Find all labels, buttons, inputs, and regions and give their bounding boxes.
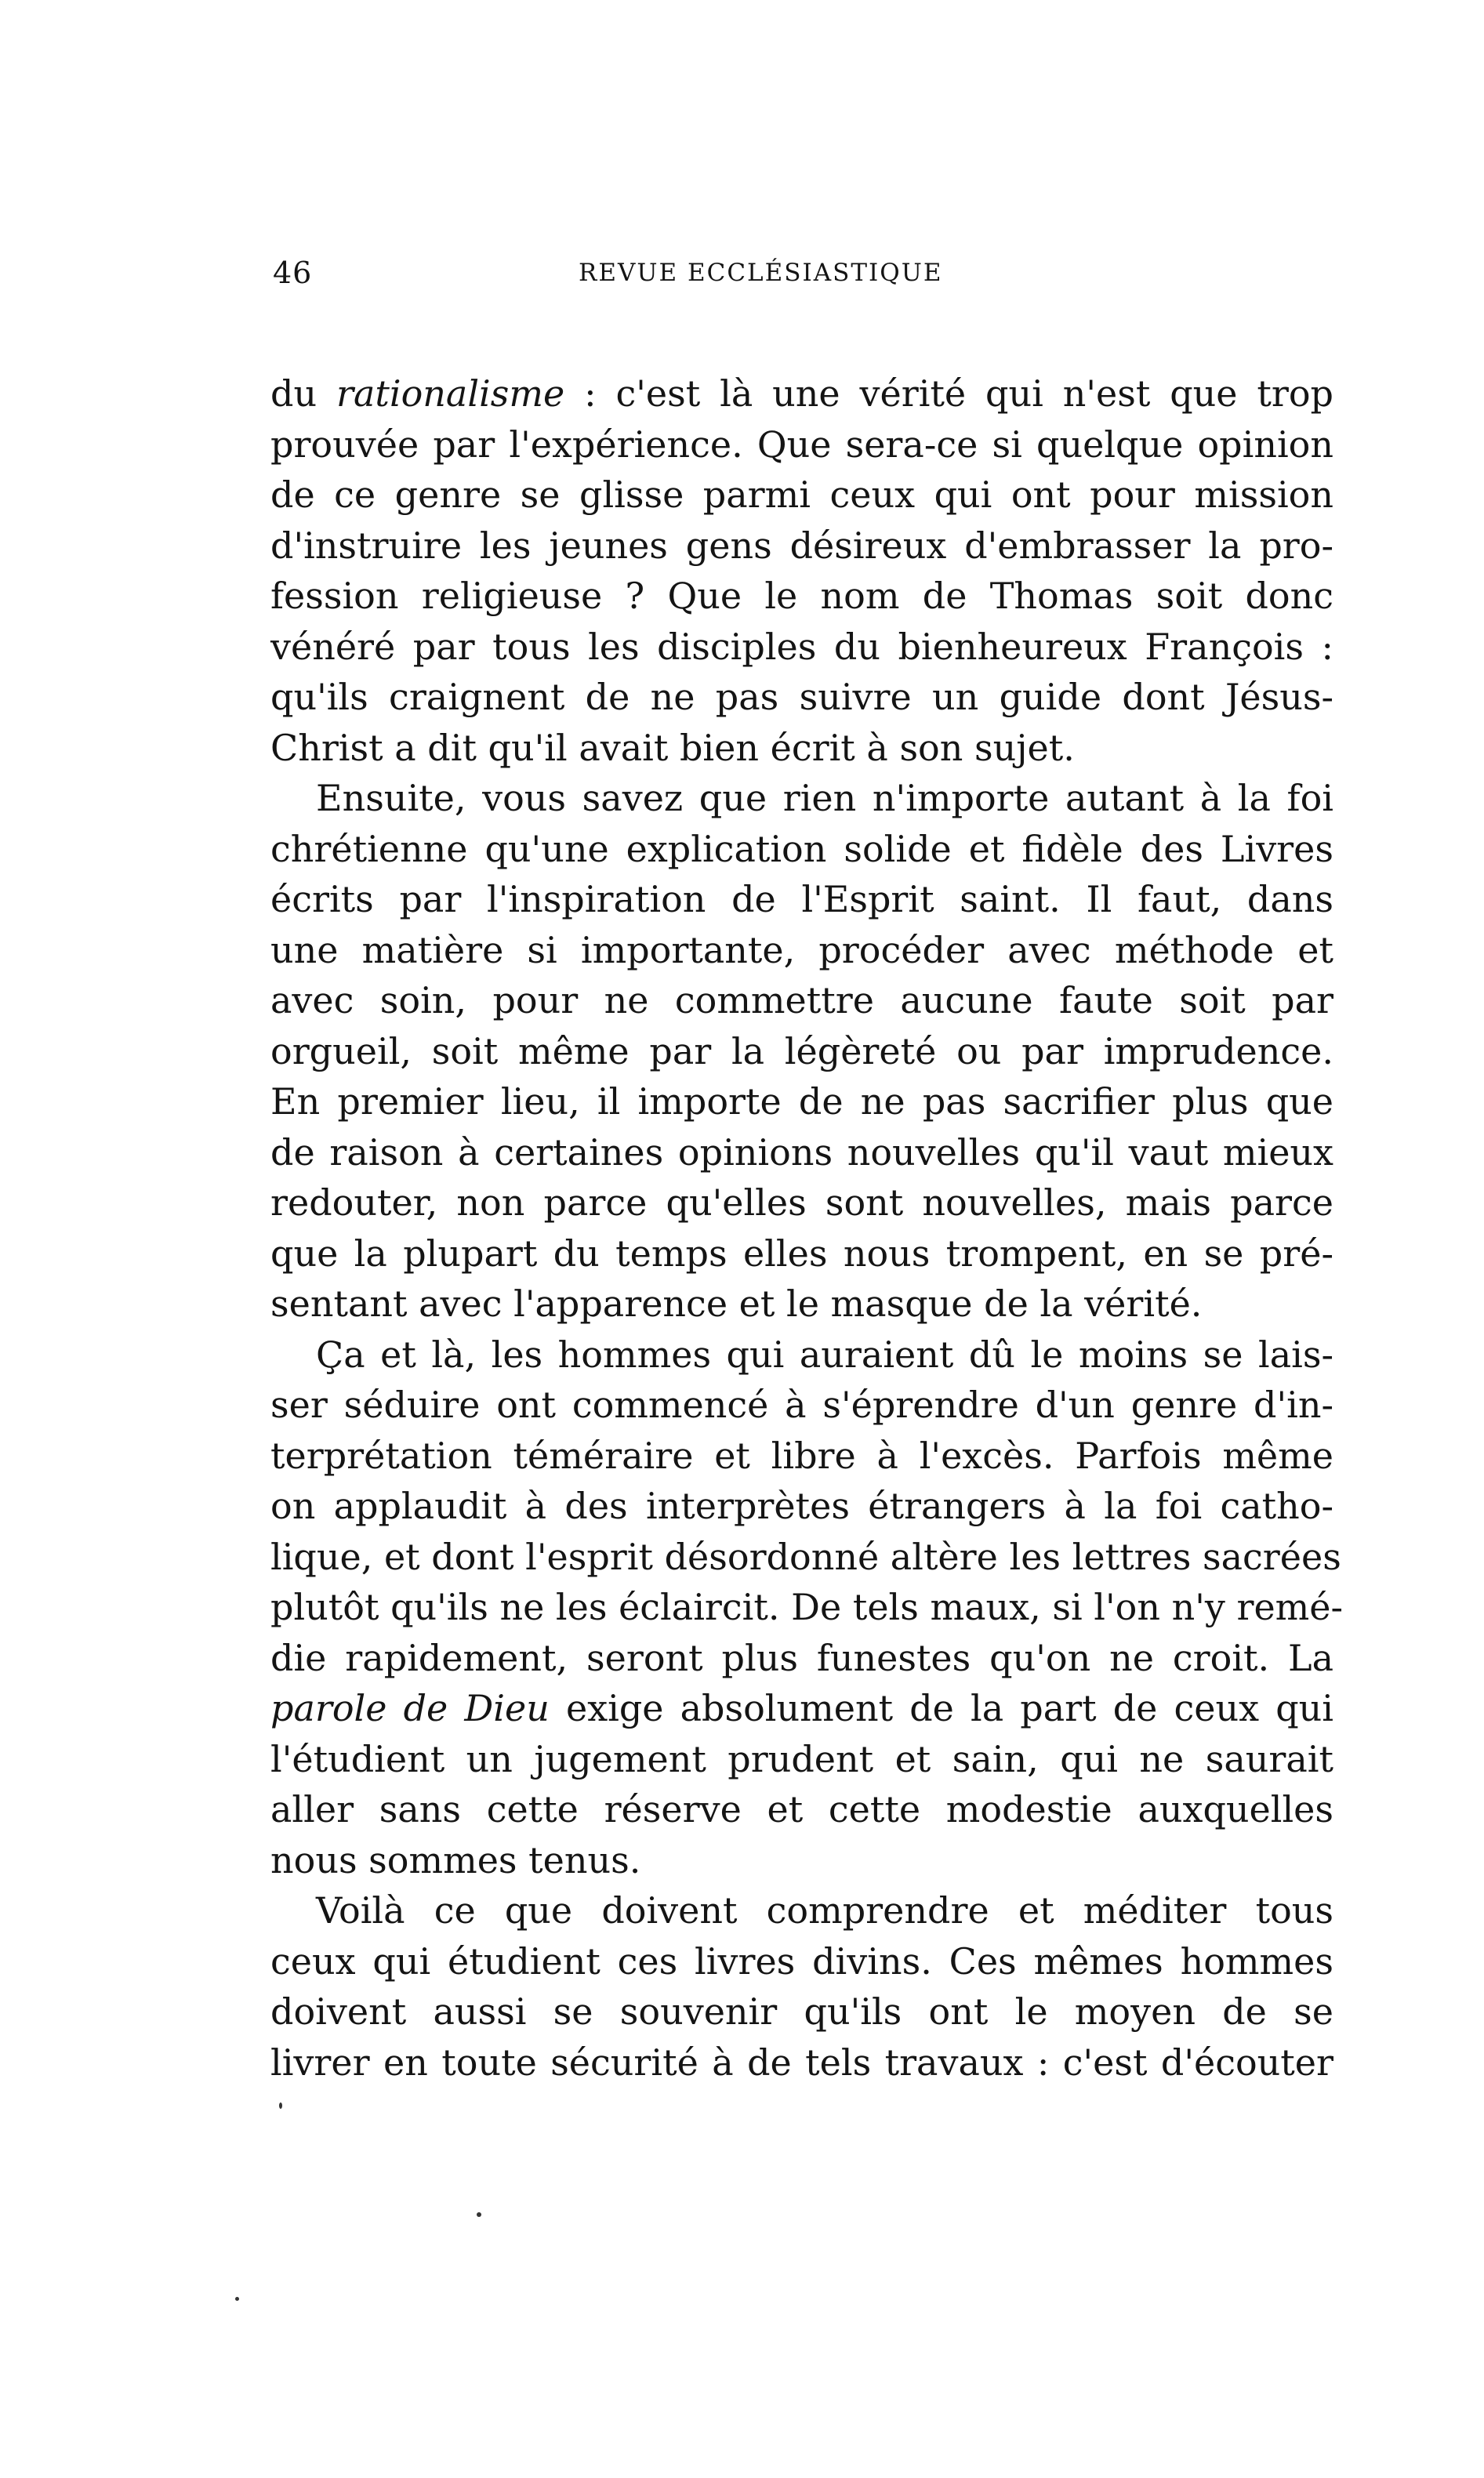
text-line: d'instruire les jeunes gens désireux d'embrasser la pro- — [270, 524, 1333, 567]
italic-term: parole de Dieu — [270, 1687, 550, 1729]
paragraph-4 — [270, 1885, 1333, 2088]
text-line: ser séduire ont commencé à s'éprendre d'un genre d'in- — [270, 1384, 1333, 1426]
text-line: nous sommes tenus. — [270, 1838, 641, 1881]
text-line: plutôt qu'ils ne les éclaircit. De tels maux, si l'on n'y remé- — [270, 1586, 1344, 1628]
text-line: Ça et là, les hommes qui auraient dû le moins se lais- — [316, 1333, 1333, 1376]
print-speck — [235, 2297, 239, 2301]
text-line: l'étudient un jugement prudent et sain, qui ne saurait — [270, 1737, 1333, 1780]
paragraph-1 — [270, 368, 1333, 773]
text-line: Voilà ce que doivent comprendre et méditer tous — [316, 1889, 1333, 1932]
text-line: lique, et dont l'esprit désordonné altère les lettres sacrées — [270, 1535, 1341, 1578]
text-line: de ce genre se glisse parmi ceux qui ont pour mission — [270, 473, 1333, 516]
text-line: die rapidement, seront plus funestes qu'on ne croit. La — [270, 1636, 1333, 1679]
text-line: on applaudit à des interprètes étrangers à la foi catho- — [270, 1485, 1333, 1527]
text-line: orgueil, soit même par la légèreté ou par imprudence. — [270, 1029, 1333, 1072]
text-line: du rationalisme : c'est là une vérité qui n'est que trop — [270, 372, 1334, 415]
text-line: prouvée par l'expérience. Que sera-ce si quelque opinion — [270, 423, 1333, 466]
text-line: que la plupart du temps elles nous trompent, en se pré- — [270, 1232, 1333, 1275]
text-line: aller sans cette réserve et cette modestie auxquelles — [270, 1788, 1333, 1830]
paragraph-3 — [270, 1330, 1344, 1886]
running-title: REVUE ECCLÉSIASTIQUE — [579, 259, 943, 287]
page-number: 46 — [273, 256, 313, 290]
text-line: sentant avec l'apparence et le masque de la vérité. — [270, 1283, 1203, 1325]
text-line: doivent aussi se souvenir qu'ils ont le moyen de se — [270, 1990, 1333, 2033]
text-line: avec soin, pour ne commettre aucune faute soit par — [270, 979, 1333, 1021]
text-line: livrer en toute sécurité à de tels travaux : c'est d'écouter — [270, 2041, 1333, 2084]
text-line: redouter, non parce qu'elles sont nouvelles, mais parce — [270, 1181, 1333, 1224]
paragraph-2 — [270, 773, 1333, 1330]
text-line: fession religieuse ? Que le nom de Thomas soit donc — [270, 575, 1333, 617]
print-speck — [477, 2212, 481, 2217]
text-line: Christ a dit qu'il avait bien écrit à son sujet. — [270, 726, 1075, 769]
body-text — [270, 368, 1344, 2088]
print-speck — [279, 2102, 282, 2109]
text-line: Ensuite, vous savez que rien n'importe autant à la foi — [316, 777, 1333, 819]
text-line: chrétienne qu'une explication solide et fidèle des Livres — [270, 827, 1333, 870]
text-line: terprétation téméraire et libre à l'excès. Parfois même — [270, 1434, 1333, 1477]
text-line: écrits par l'inspiration de l'Esprit saint. Il faut, dans — [270, 878, 1333, 920]
text-line: une matière si importante, procéder avec méthode et — [270, 928, 1333, 971]
text-line: ceux qui étudient ces livres divins. Ces mêmes hommes — [270, 1939, 1333, 1983]
text-line: qu'ils craignent de ne pas suivre un guide dont Jésus- — [270, 676, 1333, 718]
running-header — [273, 249, 1334, 296]
text-line: parole de Dieu exige absolument de la part de ceux qui — [270, 1687, 1333, 1729]
text-line: de raison à certaines opinions nouvelles qu'il vaut mieux — [270, 1130, 1333, 1174]
italic-term: rationalisme — [336, 372, 565, 415]
text-line: vénéré par tous les disciples du bienheureux François : — [270, 625, 1333, 668]
text-line: En premier lieu, il importe de ne pas sacrifier plus que — [270, 1080, 1333, 1123]
